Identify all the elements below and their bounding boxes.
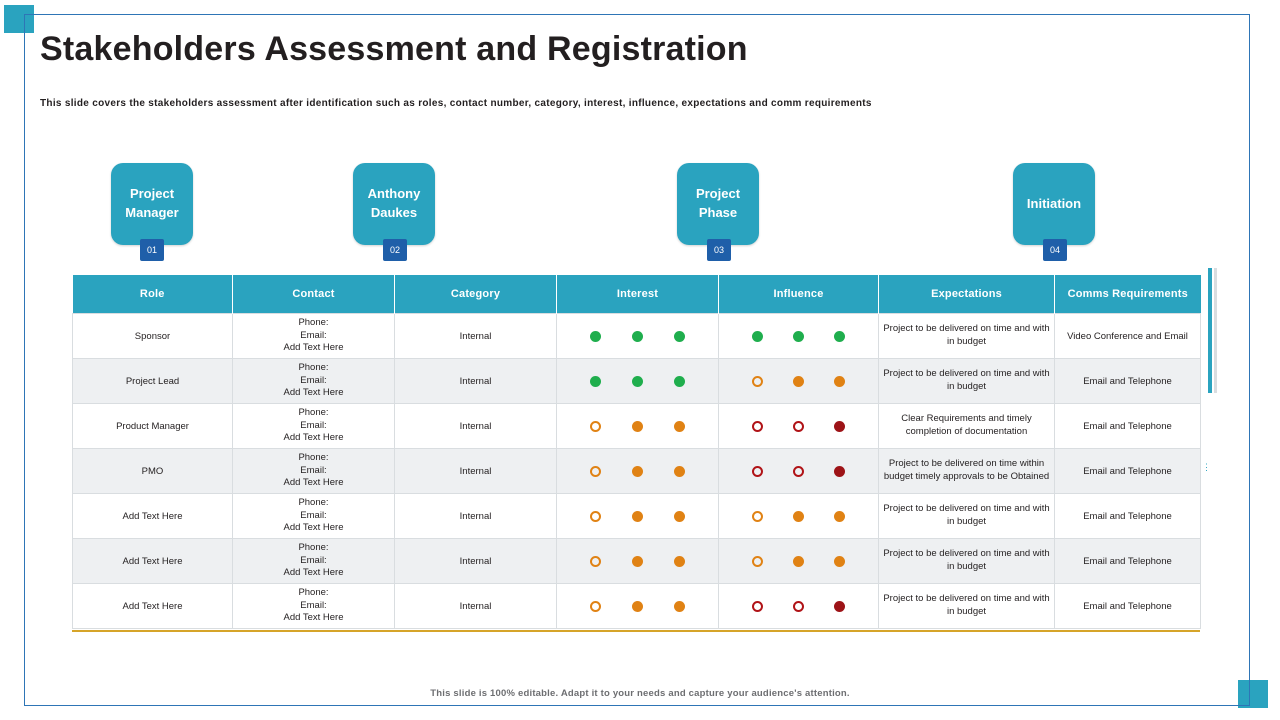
stakeholder-card-badge: 01 [140, 239, 164, 261]
rating-dot-icon [632, 556, 643, 567]
contact-cell [233, 314, 395, 359]
table-column-header[interactable]: Comms Requirements [1055, 275, 1201, 314]
interest-dots [561, 556, 714, 567]
influence-cell [719, 449, 879, 494]
stakeholder-card-label: Project [695, 186, 741, 202]
table-row[interactable] [73, 359, 1201, 404]
contact-cell [233, 494, 395, 539]
role-cell: Add Text Here [73, 584, 233, 629]
comms-requirements-cell: Email and Telephone [1055, 449, 1201, 494]
rating-dot-icon [752, 376, 763, 387]
comms-requirements-cell: Email and Telephone [1055, 359, 1201, 404]
contact-line: Add Text Here [283, 387, 344, 399]
contact-line: Add Text Here [283, 612, 344, 624]
influence-cell [719, 539, 879, 584]
stakeholders-table [72, 275, 1201, 629]
stakeholder-card-badge: 03 [707, 239, 731, 261]
stakeholder-card-label-second: Daukes [370, 205, 418, 220]
contact-line: Add Text Here [283, 477, 344, 489]
rating-dot-icon [590, 376, 601, 387]
contact-line: Add Text Here [283, 342, 344, 354]
rating-dot-icon [834, 556, 845, 567]
expectations-cell: Project to be delivered on time and with in budget [879, 494, 1055, 539]
interest-dots [561, 376, 714, 387]
page-subtitle: This slide covers the stakeholders assessment after identification such as roles, contact number, category, interest, influence, expectations and comm requirements [40, 98, 872, 109]
stakeholder-card-badge: 02 [383, 239, 407, 261]
influence-cell [719, 494, 879, 539]
rating-dot-icon [834, 466, 845, 477]
rating-dot-icon [590, 556, 601, 567]
rating-dot-icon [674, 556, 685, 567]
stakeholder-card-label-second: Phase [698, 205, 738, 220]
contact-line: Add Text Here [283, 522, 344, 534]
stakeholder-card-label-second: Manager [125, 205, 179, 220]
table-row[interactable] [73, 404, 1201, 449]
rating-dot-icon [752, 421, 763, 432]
interest-cell [557, 359, 719, 404]
expectations-cell: Project to be delivered on time and with in budget [879, 314, 1055, 359]
role-cell: Product Manager [73, 404, 233, 449]
comms-requirements-cell: Video Conference and Email [1055, 314, 1201, 359]
rating-dot-icon [632, 466, 643, 477]
contact-line: Add Text Here [283, 567, 344, 579]
table-row[interactable] [73, 539, 1201, 584]
rating-dot-icon [752, 601, 763, 612]
expectations-cell: Clear Requirements and timely completion of documentation [879, 404, 1055, 449]
interest-dots [561, 421, 714, 432]
rating-dot-icon [632, 421, 643, 432]
stakeholders-table-wrap [72, 275, 1200, 629]
contact-cell [233, 449, 395, 494]
rating-dot-icon [674, 511, 685, 522]
stakeholder-card-label: Anthony [367, 186, 421, 202]
contact-line: Email: [300, 554, 327, 566]
rating-dot-icon [834, 421, 845, 432]
comms-requirements-cell: Email and Telephone [1055, 539, 1201, 584]
contact-cell [233, 404, 395, 449]
slide-footer-note: This slide is 100% editable. Adapt it to your needs and capture your audience's attention. [430, 688, 850, 699]
influence-dots [723, 376, 874, 387]
influence-dots [723, 421, 874, 432]
table-column-header[interactable]: Category [395, 275, 557, 314]
rating-dot-icon [674, 331, 685, 342]
rating-dot-icon [793, 511, 804, 522]
contact-line: Phone: [298, 496, 329, 508]
rating-dot-icon [674, 421, 685, 432]
rating-dot-icon [793, 376, 804, 387]
interest-dots [561, 466, 714, 477]
expectations-cell: Project to be delivered on time and with in budget [879, 584, 1055, 629]
category-cell: Internal [395, 314, 557, 359]
category-cell: Internal [395, 449, 557, 494]
stakeholder-card-label: Project [129, 186, 175, 202]
influence-cell [719, 404, 879, 449]
interest-dots [561, 601, 714, 612]
category-cell: Internal [395, 359, 557, 404]
rating-dot-icon [793, 421, 804, 432]
rating-dot-icon [752, 331, 763, 342]
expectations-cell: Project to be delivered on time and with in budget [879, 359, 1055, 404]
rating-dot-icon [632, 376, 643, 387]
rating-dot-icon [674, 376, 685, 387]
category-cell: Internal [395, 494, 557, 539]
interest-cell [557, 449, 719, 494]
contact-line: Phone: [298, 451, 329, 463]
rating-dot-icon [590, 601, 601, 612]
interest-dots [561, 511, 714, 522]
table-column-header[interactable]: Influence [719, 275, 879, 314]
table-column-header[interactable]: Expectations [879, 275, 1055, 314]
contact-line: Email: [300, 374, 327, 386]
table-row[interactable] [73, 314, 1201, 359]
rating-dot-icon [834, 601, 845, 612]
stakeholder-card[interactable] [353, 163, 435, 245]
influence-dots [723, 601, 874, 612]
rating-dot-icon [793, 466, 804, 477]
contact-line: Email: [300, 329, 327, 341]
rating-dot-icon [590, 511, 601, 522]
rating-dot-icon [752, 466, 763, 477]
stakeholder-card-badge: 04 [1043, 239, 1067, 261]
accent-bar-right-secondary [1214, 268, 1217, 393]
rating-dot-icon [632, 511, 643, 522]
influence-dots [723, 556, 874, 567]
rating-dot-icon [793, 331, 804, 342]
rating-dot-icon [834, 511, 845, 522]
interest-dots [561, 331, 714, 342]
contact-line: Email: [300, 509, 327, 521]
category-cell: Internal [395, 584, 557, 629]
table-bottom-accent [72, 630, 1200, 632]
contact-cell [233, 359, 395, 404]
contact-line: Phone: [298, 586, 329, 598]
interest-cell [557, 539, 719, 584]
table-row[interactable] [73, 494, 1201, 539]
contact-line: Email: [300, 599, 327, 611]
rating-dot-icon [793, 556, 804, 567]
influence-dots [723, 331, 874, 342]
rating-dot-icon [752, 511, 763, 522]
interest-cell [557, 494, 719, 539]
interest-cell [557, 314, 719, 359]
influence-cell [719, 314, 879, 359]
contact-line: Email: [300, 419, 327, 431]
accent-bar-right [1208, 268, 1212, 393]
category-cell: Internal [395, 404, 557, 449]
rating-dot-icon [793, 601, 804, 612]
contact-line: Phone: [298, 316, 329, 328]
rating-dot-icon [834, 376, 845, 387]
comms-requirements-cell: Email and Telephone [1055, 404, 1201, 449]
interest-cell [557, 584, 719, 629]
rating-dot-icon [590, 331, 601, 342]
expectations-cell: Project to be delivered on time and with in budget [879, 539, 1055, 584]
influence-cell [719, 359, 879, 404]
stakeholder-card[interactable] [111, 163, 193, 245]
contact-cell [233, 584, 395, 629]
rating-dot-icon [674, 466, 685, 477]
table-row[interactable] [73, 584, 1201, 629]
stakeholder-card-label: Initiation [1026, 195, 1082, 211]
rating-dot-icon [752, 556, 763, 567]
stakeholder-card[interactable] [1013, 163, 1095, 245]
category-cell: Internal [395, 539, 557, 584]
role-cell: PMO [73, 449, 233, 494]
rating-dot-icon [590, 466, 601, 477]
rating-dot-icon [834, 331, 845, 342]
contact-line: Phone: [298, 361, 329, 373]
contact-line: Add Text Here [283, 432, 344, 444]
table-header-row [73, 275, 1201, 314]
role-cell: Add Text Here [73, 494, 233, 539]
contact-line: Phone: [298, 406, 329, 418]
expectations-cell: Project to be delivered on time within budget timely approvals to be Obtained [879, 449, 1055, 494]
table-column-header[interactable]: Interest [557, 275, 719, 314]
decorative-corner-top-left [4, 5, 34, 33]
drag-handle-icon[interactable]: ⋮ [1202, 462, 1211, 472]
influence-cell [719, 584, 879, 629]
role-cell: Sponsor [73, 314, 233, 359]
contact-line: Phone: [298, 541, 329, 553]
comms-requirements-cell: Email and Telephone [1055, 494, 1201, 539]
rating-dot-icon [674, 601, 685, 612]
contact-line: Email: [300, 464, 327, 476]
influence-dots [723, 466, 874, 477]
interest-cell [557, 404, 719, 449]
page-title: Stakeholders Assessment and Registration [40, 30, 748, 68]
role-cell: Add Text Here [73, 539, 233, 584]
table-row[interactable] [73, 449, 1201, 494]
contact-cell [233, 539, 395, 584]
comms-requirements-cell: Email and Telephone [1055, 584, 1201, 629]
rating-dot-icon [632, 601, 643, 612]
table-column-header[interactable]: Contact [233, 275, 395, 314]
rating-dot-icon [590, 421, 601, 432]
influence-dots [723, 511, 874, 522]
table-column-header[interactable]: Role [73, 275, 233, 314]
rating-dot-icon [632, 331, 643, 342]
stakeholder-card[interactable] [677, 163, 759, 245]
role-cell: Project Lead [73, 359, 233, 404]
